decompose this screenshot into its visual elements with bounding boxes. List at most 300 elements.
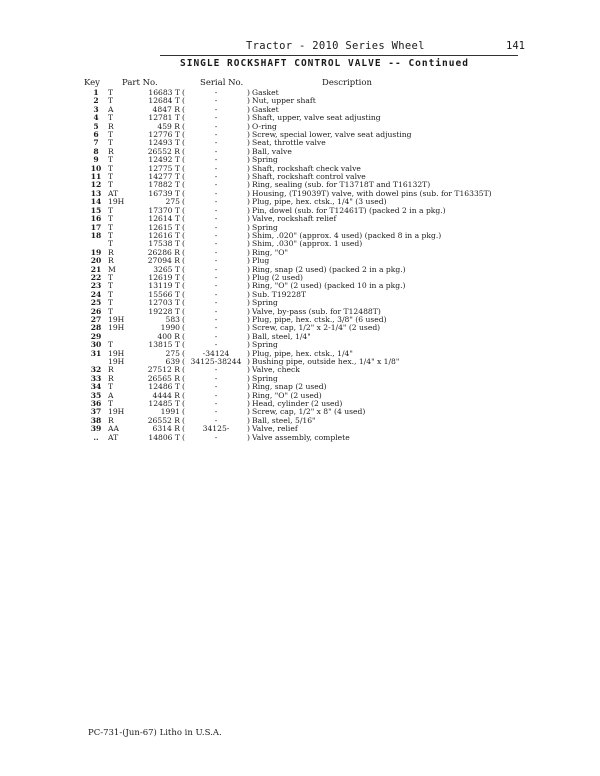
table-row	[84, 181, 524, 189]
row-part-prefix: R	[108, 366, 114, 375]
row-key: 26	[90, 307, 102, 316]
row-key: 2	[93, 97, 99, 106]
row-serial	[180, 434, 252, 442]
row-part-number: 12781 T	[148, 114, 180, 123]
serial-close-paren: )	[247, 181, 250, 190]
serial-open-paren: (	[182, 433, 185, 442]
row-description: Spring	[252, 156, 278, 165]
row-description: Screw, cap, 1/2" x 2-1/4" (2 used)	[252, 324, 381, 333]
page-number: 141	[506, 40, 525, 52]
row-serial-value: -	[214, 290, 218, 299]
row-serial	[180, 123, 252, 131]
row-serial	[180, 249, 252, 257]
row-serial	[180, 97, 252, 105]
row-description: Plug, pipe, hex. ctsk., 3/8" (6 used)	[252, 315, 387, 324]
row-part-number: 13815 T	[148, 341, 180, 350]
table-row	[84, 282, 524, 290]
row-serial	[180, 350, 252, 358]
row-description: Ring, snap (2 used) (packed 2 in a pkg.)	[252, 265, 406, 274]
serial-open-paren: (	[182, 265, 185, 274]
row-description: Screw, special lower, valve seat adjusting	[252, 131, 412, 140]
serial-open-paren: (	[182, 341, 185, 350]
row-part-number: 26552 R	[147, 147, 180, 156]
row-description: Sub. T19228T	[252, 290, 307, 299]
row-part-prefix: T	[108, 273, 114, 282]
serial-close-paren: )	[247, 273, 250, 282]
row-serial	[180, 148, 252, 156]
serial-close-paren: )	[247, 122, 250, 131]
row-part-prefix: T	[108, 400, 114, 409]
serial-close-paren: )	[247, 189, 250, 198]
row-description: Shaft, rockshaft check valve	[252, 164, 361, 173]
row-part-number: 12485 T	[148, 400, 180, 409]
row-serial-value: -	[214, 273, 218, 282]
row-serial	[180, 417, 252, 425]
row-serial-value: 34125-38244	[190, 358, 242, 366]
row-key: 9	[93, 156, 99, 165]
row-serial	[180, 408, 252, 416]
table-row	[84, 257, 524, 265]
serial-open-paren: (	[182, 324, 185, 333]
table-row	[84, 291, 524, 299]
row-key: 36	[90, 400, 102, 409]
row-part-number: 3265 T	[153, 265, 180, 274]
row-description: Valve, relief	[252, 425, 298, 434]
row-part-prefix: A	[108, 105, 114, 114]
row-serial-value: -	[214, 131, 218, 140]
serial-open-paren: (	[182, 206, 185, 215]
row-serial	[180, 308, 252, 316]
row-serial	[180, 215, 252, 223]
row-serial-value: -	[214, 223, 218, 232]
table-row	[84, 375, 524, 383]
row-serial-value: -	[214, 265, 218, 274]
row-part-prefix: R	[108, 257, 114, 266]
row-part-number: 16683 T	[148, 89, 180, 97]
row-description: Ring, sealing (sub. for T13718T and T16132T)	[252, 181, 431, 190]
serial-close-paren: )	[247, 97, 250, 106]
row-serial-value: -	[214, 181, 218, 190]
row-description: Shaft, upper, valve seat adjusting	[252, 114, 381, 123]
row-serial	[180, 198, 252, 206]
serial-close-paren: )	[247, 299, 250, 308]
section-rule	[160, 55, 518, 56]
column-header-key: Key	[84, 78, 100, 88]
row-key: 13	[90, 189, 102, 198]
serial-open-paren: (	[182, 391, 185, 400]
row-serial	[180, 375, 252, 383]
row-part-number: 14277 T	[148, 173, 180, 182]
row-description: Bushing pipe, outside hex., 1/4" x 1/8"	[252, 358, 400, 366]
row-key: 3	[93, 105, 99, 114]
serial-open-paren: (	[182, 139, 185, 148]
table-row	[84, 400, 524, 408]
row-part-prefix: T	[108, 173, 114, 182]
row-serial	[180, 114, 252, 122]
row-description: Head, cylinder (2 used)	[252, 400, 343, 409]
row-description: Plug	[252, 257, 270, 266]
column-header-description: Description	[322, 78, 372, 88]
row-key: 18	[90, 231, 102, 240]
row-part-prefix: T	[108, 307, 114, 316]
serial-close-paren: )	[247, 131, 250, 140]
row-part-number: 12684 T	[148, 97, 180, 106]
serial-close-paren: )	[247, 223, 250, 232]
table-row	[84, 190, 524, 198]
row-description: Valve assembly, complete	[252, 433, 350, 442]
serial-open-paren: (	[182, 147, 185, 156]
table-row	[84, 316, 524, 324]
row-part-prefix: R	[108, 416, 114, 425]
row-part-number: 4444 R	[152, 391, 180, 400]
row-part-number: 14806 T	[148, 433, 180, 442]
serial-open-paren: (	[182, 315, 185, 324]
serial-open-paren: (	[182, 231, 185, 240]
row-key: 7	[93, 139, 99, 148]
row-serial-value: -	[214, 147, 218, 156]
row-serial	[180, 316, 252, 324]
serial-close-paren: )	[247, 349, 250, 358]
row-description: Seat, throttle valve	[252, 139, 326, 148]
row-key: 14	[90, 198, 102, 207]
page-header	[0, 40, 600, 56]
row-part-prefix: A	[108, 391, 114, 400]
serial-close-paren: )	[247, 147, 250, 156]
table-row	[84, 308, 524, 316]
row-part-number: 12492 T	[148, 156, 180, 165]
table-row	[84, 350, 524, 358]
row-serial-value: -	[214, 408, 218, 417]
table-row	[84, 249, 524, 257]
row-description: Plug (2 used)	[252, 273, 304, 282]
page-title: Tractor - 2010 Series Wheel	[246, 40, 425, 52]
row-key: 19	[90, 248, 102, 257]
row-part-prefix: T	[108, 282, 114, 291]
row-key: 15	[90, 206, 102, 215]
row-description: Ring, "O" (2 used)	[252, 391, 322, 400]
row-serial-value: -	[214, 231, 218, 240]
row-part-number: 275	[165, 198, 180, 207]
serial-open-paren: (	[182, 89, 185, 97]
serial-close-paren: )	[247, 206, 250, 215]
row-part-prefix: T	[108, 231, 114, 240]
serial-close-paren: )	[247, 240, 250, 249]
row-key: 17	[90, 223, 102, 232]
row-serial-value: -	[214, 366, 218, 375]
row-part-prefix: 19H	[108, 198, 125, 207]
row-description: Spring	[252, 341, 278, 350]
serial-open-paren: (	[182, 223, 185, 232]
table-row	[84, 333, 524, 341]
row-part-prefix: T	[108, 164, 114, 173]
row-key: 39	[90, 425, 102, 434]
serial-open-paren: (	[182, 349, 185, 358]
row-key: 37	[90, 408, 102, 417]
row-part-prefix: R	[108, 248, 114, 257]
table-row	[84, 106, 524, 114]
row-serial	[180, 366, 252, 374]
serial-close-paren: )	[247, 416, 250, 425]
row-part-prefix: 19H	[108, 358, 125, 366]
serial-close-paren: )	[247, 374, 250, 383]
row-serial-value: -	[214, 282, 218, 291]
serial-close-paren: )	[247, 198, 250, 207]
row-part-number: 1990	[160, 324, 180, 333]
row-serial-value: -	[214, 299, 218, 308]
row-part-number: 6314 R	[152, 425, 180, 434]
serial-close-paren: )	[247, 315, 250, 324]
row-serial	[180, 106, 252, 114]
row-part-number: 12775 T	[148, 164, 180, 173]
row-key: 21	[90, 265, 102, 274]
row-serial	[180, 240, 252, 248]
row-serial-value: -	[214, 89, 218, 97]
row-serial-value: -	[214, 206, 218, 215]
table-row	[84, 240, 524, 248]
row-part-number: 459 R	[157, 122, 180, 131]
row-key: 23	[90, 282, 102, 291]
table-row	[84, 358, 524, 366]
row-key: 20	[90, 257, 102, 266]
row-part-number: 17538 T	[148, 240, 180, 249]
serial-open-paren: (	[182, 374, 185, 383]
serial-close-paren: )	[247, 358, 250, 366]
table-row	[84, 89, 524, 97]
table-row	[84, 324, 524, 332]
row-part-number: 12614 T	[148, 215, 180, 224]
serial-close-paren: )	[247, 324, 250, 333]
row-part-prefix	[108, 333, 134, 341]
table-row	[84, 215, 524, 223]
row-part-prefix: T	[108, 299, 114, 308]
serial-open-paren: (	[182, 425, 185, 434]
row-part-number: 400 R	[157, 332, 180, 341]
table-row	[84, 224, 524, 232]
row-part-prefix: AA	[108, 425, 119, 434]
table-row	[84, 148, 524, 156]
parts-table-body	[84, 89, 524, 442]
row-part-number: 639	[165, 358, 180, 366]
row-key: 22	[90, 273, 102, 282]
serial-open-paren: (	[182, 215, 185, 224]
row-part-number: 12703 T	[148, 299, 180, 308]
table-row	[84, 232, 524, 240]
row-serial-value: -	[214, 105, 218, 114]
row-serial-value: -	[214, 156, 218, 165]
row-part-prefix: T	[108, 139, 114, 148]
serial-close-paren: )	[247, 173, 250, 182]
row-description: Shaft, rockshaft control valve	[252, 173, 366, 182]
table-row	[84, 207, 524, 215]
serial-close-paren: )	[247, 408, 250, 417]
table-row	[84, 383, 524, 391]
row-serial-value: -	[214, 324, 218, 333]
serial-close-paren: )	[247, 257, 250, 266]
column-header-serial-no: Serial No.	[200, 78, 244, 88]
row-serial	[180, 139, 252, 147]
serial-close-paren: )	[247, 366, 250, 375]
serial-open-paren: (	[182, 198, 185, 207]
row-serial	[180, 358, 252, 366]
row-key: 34	[90, 383, 102, 392]
section-title: SINGLE ROCKSHAFT CONTROL VALVE -- Continued	[180, 58, 469, 69]
table-row	[84, 139, 524, 147]
row-part-number: 15566 T	[148, 290, 180, 299]
table-row	[84, 299, 524, 307]
table-row	[84, 173, 524, 181]
row-description: Screw, cap, 1/2" x 8" (4 used)	[252, 408, 366, 417]
serial-close-paren: )	[247, 114, 250, 123]
serial-close-paren: )	[247, 248, 250, 257]
row-serial-value: -	[214, 164, 218, 173]
serial-close-paren: )	[247, 215, 250, 224]
row-description: Gasket	[252, 89, 279, 97]
serial-close-paren: )	[247, 400, 250, 409]
row-serial	[180, 333, 252, 341]
row-serial-value: -	[214, 97, 218, 106]
row-key: 10	[90, 164, 102, 173]
serial-close-paren: )	[247, 341, 250, 350]
row-part-number: 4847 R	[152, 105, 180, 114]
serial-open-paren: (	[182, 131, 185, 140]
row-description: Ball, steel, 5/16"	[252, 416, 316, 425]
row-description: Ball, valve	[252, 147, 292, 156]
row-part-number: 12493 T	[148, 139, 180, 148]
table-row	[84, 274, 524, 282]
row-key: 35	[90, 391, 102, 400]
row-part-prefix: AT	[108, 433, 119, 442]
parts-table	[84, 89, 524, 442]
row-serial	[180, 173, 252, 181]
row-description: Ring, snap (2 used)	[252, 383, 327, 392]
table-row	[84, 392, 524, 400]
row-part-number: 17882 T	[148, 181, 180, 190]
row-part-prefix: 19H	[108, 408, 125, 417]
row-serial-value: -	[214, 240, 218, 249]
serial-open-paren: (	[182, 189, 185, 198]
row-serial	[180, 324, 252, 332]
serial-open-paren: (	[182, 307, 185, 316]
row-key: 29	[90, 332, 102, 341]
serial-open-paren: (	[182, 248, 185, 257]
table-row	[84, 266, 524, 274]
row-description: Ring, "O"	[252, 248, 288, 257]
row-serial	[180, 392, 252, 400]
serial-open-paren: (	[182, 383, 185, 392]
serial-open-paren: (	[182, 122, 185, 131]
row-serial-value: -	[214, 341, 218, 350]
row-part-prefix: T	[108, 215, 114, 224]
serial-open-paren: (	[182, 358, 185, 366]
row-serial	[180, 165, 252, 173]
row-serial-value: -	[214, 391, 218, 400]
row-part-number: 12776 T	[148, 131, 180, 140]
row-key: 6	[93, 131, 99, 140]
row-serial	[180, 257, 252, 265]
row-key: 5	[93, 122, 99, 131]
row-serial-value: -	[214, 189, 218, 198]
row-description: Spring	[252, 299, 278, 308]
serial-open-paren: (	[182, 114, 185, 123]
table-row	[84, 114, 524, 122]
row-description: Valve, rockshaft relief	[252, 215, 337, 224]
row-serial	[180, 207, 252, 215]
row-serial	[180, 266, 252, 274]
row-description: Shim, .020" (approx. 4 used) (packed 8 in a pkg.)	[252, 231, 442, 240]
row-description: Gasket	[252, 105, 279, 114]
row-key	[84, 240, 108, 248]
row-serial	[180, 425, 252, 433]
row-key: 27	[90, 315, 102, 324]
row-part-prefix: T	[108, 97, 114, 106]
row-part-prefix: R	[108, 147, 114, 156]
serial-open-paren: (	[182, 332, 185, 341]
row-key: 32	[90, 366, 102, 375]
serial-open-paren: (	[182, 240, 185, 249]
row-description: Shim, .030" (approx. 1 used)	[252, 240, 363, 249]
serial-close-paren: )	[247, 307, 250, 316]
row-part-number: 12486 T	[148, 383, 180, 392]
row-part-number: 13119 T	[148, 282, 180, 291]
row-serial	[180, 232, 252, 240]
serial-close-paren: )	[247, 391, 250, 400]
row-part-number: 26565 R	[147, 374, 180, 383]
serial-close-paren: )	[247, 425, 250, 434]
row-key: 4	[93, 114, 99, 123]
row-serial	[180, 383, 252, 391]
serial-open-paren: (	[182, 164, 185, 173]
table-row	[84, 366, 524, 374]
row-part-prefix: T	[108, 383, 114, 392]
row-serial-value: -	[214, 315, 218, 324]
row-serial	[180, 190, 252, 198]
row-serial-value: -	[214, 215, 218, 224]
row-key	[84, 358, 108, 366]
row-part-prefix: 19H	[108, 324, 125, 333]
row-serial	[180, 274, 252, 282]
table-row	[84, 408, 524, 416]
row-key: 38	[90, 416, 102, 425]
serial-close-paren: )	[247, 105, 250, 114]
row-part-number: 17370 T	[148, 206, 180, 215]
serial-open-paren: (	[182, 282, 185, 291]
row-part-prefix: AT	[108, 189, 119, 198]
row-part-prefix: T	[108, 156, 114, 165]
serial-open-paren: (	[182, 105, 185, 114]
serial-open-paren: (	[182, 408, 185, 417]
row-part-number: 16739 T	[148, 189, 180, 198]
row-description: Spring	[252, 374, 278, 383]
table-row	[84, 425, 524, 433]
row-part-number: 12615 T	[148, 223, 180, 232]
row-serial	[180, 282, 252, 290]
row-key: 30	[90, 341, 102, 350]
row-serial	[180, 131, 252, 139]
row-serial	[180, 156, 252, 164]
serial-open-paren: (	[182, 416, 185, 425]
serial-open-paren: (	[182, 173, 185, 182]
table-row	[84, 156, 524, 164]
row-serial	[180, 299, 252, 307]
row-part-prefix: R	[108, 122, 114, 131]
row-key: 28	[90, 324, 102, 333]
row-part-prefix: R	[108, 374, 114, 383]
row-part-prefix: T	[108, 89, 114, 97]
row-serial	[180, 89, 252, 97]
row-key: 24	[90, 290, 102, 299]
row-serial	[180, 181, 252, 189]
serial-open-paren: (	[182, 290, 185, 299]
